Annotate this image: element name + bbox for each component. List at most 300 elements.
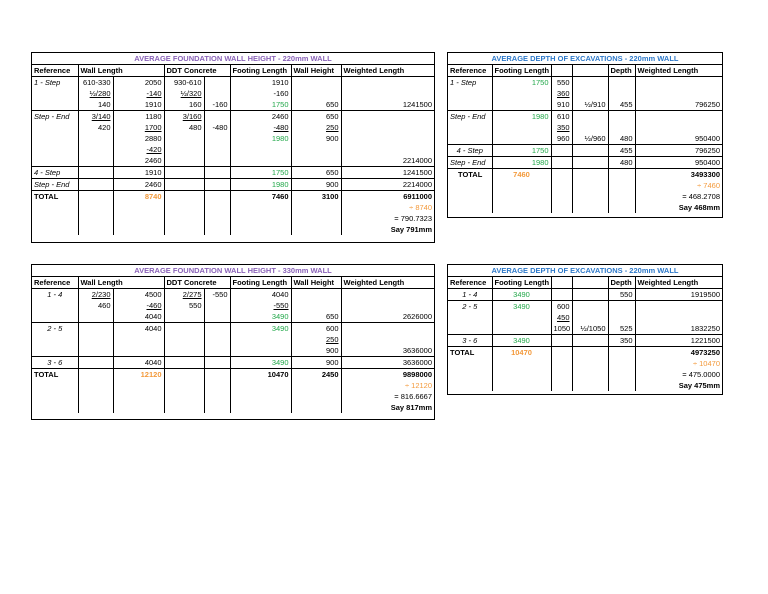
cell: 3636000	[341, 345, 434, 357]
cell	[204, 167, 230, 179]
cell	[204, 334, 230, 345]
cell	[608, 180, 635, 191]
table-row	[32, 99, 434, 111]
cell: 610-330	[78, 77, 113, 89]
cell: 1980	[492, 111, 551, 123]
cell	[551, 380, 572, 391]
col-header: Footing Length	[230, 65, 291, 77]
cell: 3490	[230, 357, 291, 369]
table-row	[448, 180, 722, 191]
cell	[204, 380, 230, 391]
cell: 4040	[113, 357, 164, 369]
cell	[291, 144, 341, 155]
excavation-depth-220-sheet	[447, 52, 723, 218]
cell	[608, 202, 635, 213]
cell	[204, 402, 230, 413]
col-header: Wall Length	[78, 65, 164, 77]
cell: 1910	[230, 77, 291, 89]
cell: ½/960	[572, 133, 608, 145]
cell	[78, 133, 113, 144]
cell: 4 - Step	[32, 167, 78, 179]
cell: 4973250	[635, 347, 722, 359]
cell	[32, 345, 78, 357]
col-header: Depth	[608, 65, 635, 77]
cell: 600	[551, 301, 572, 313]
cell: ÷ 7460	[635, 180, 722, 191]
cell: 1980	[492, 157, 551, 169]
cell	[291, 155, 341, 167]
cell	[113, 224, 164, 235]
cell	[32, 402, 78, 413]
table-row	[32, 179, 434, 191]
cell	[113, 345, 164, 357]
cell	[164, 144, 204, 155]
cell: 550	[551, 77, 572, 89]
cell	[608, 312, 635, 323]
cell: 2450	[291, 369, 341, 381]
cell: 525	[608, 323, 635, 335]
cell: 1 - 4	[47, 290, 63, 299]
table-row	[448, 380, 722, 391]
cell	[204, 191, 230, 203]
cell	[204, 111, 230, 123]
cell	[204, 357, 230, 369]
cell	[551, 145, 572, 157]
table-row	[32, 402, 434, 413]
cell	[492, 88, 551, 99]
cell: 1910	[113, 167, 164, 179]
cell	[164, 323, 204, 335]
cell	[32, 122, 78, 133]
table-row	[32, 289, 434, 301]
cell	[291, 300, 341, 311]
cell: 550	[608, 289, 635, 301]
table-row	[448, 157, 722, 169]
cell: ½/910	[572, 99, 608, 111]
cell: 250	[291, 334, 341, 345]
cell: 3490	[492, 335, 551, 347]
table-row	[32, 357, 434, 369]
cell: 2/275	[164, 289, 204, 301]
table-row	[32, 323, 434, 335]
cell: -460	[113, 300, 164, 311]
cell	[572, 122, 608, 133]
wall-height-220-sheet	[31, 52, 435, 243]
table-row	[32, 167, 434, 179]
cell	[204, 224, 230, 235]
cell	[32, 213, 78, 224]
cell: -160	[230, 88, 291, 99]
cell: 3490	[230, 323, 291, 335]
cell	[204, 311, 230, 323]
col-header: Weighted Length	[635, 65, 722, 77]
cell	[291, 391, 341, 402]
cell	[204, 213, 230, 224]
col-header: Footing Length	[492, 65, 551, 77]
cell: 1750	[492, 145, 551, 157]
cell	[164, 357, 204, 369]
cell	[341, 122, 434, 133]
cell	[608, 111, 635, 123]
cell: 480	[164, 122, 204, 133]
cell	[164, 380, 204, 391]
cell: 3490	[492, 301, 551, 313]
table-row	[448, 99, 722, 111]
col-header: Reference	[32, 277, 78, 289]
col-header: DDT Concrete	[164, 277, 230, 289]
cell: 420	[78, 122, 113, 133]
table-row	[448, 88, 722, 99]
cell: ÷ 8740	[341, 202, 434, 213]
col-header: DDT Concrete	[164, 65, 230, 77]
cell: -480	[204, 122, 230, 133]
cell	[204, 300, 230, 311]
cell: Say 475mm	[635, 380, 722, 391]
table-title: AVERAGE FOUNDATION WALL HEIGHT - 330mm WALL	[32, 265, 434, 277]
cell: 1980	[230, 133, 291, 144]
col-header: Wall Length	[78, 277, 164, 289]
cell: ½/1050	[572, 323, 608, 335]
cell	[448, 99, 492, 111]
cell	[78, 191, 113, 203]
cell: 10470	[230, 369, 291, 381]
cell	[551, 335, 572, 347]
cell	[164, 224, 204, 235]
cell	[572, 369, 608, 380]
cell	[341, 88, 434, 99]
table-row	[32, 380, 434, 391]
cell: 3490	[492, 289, 551, 301]
table-row	[448, 289, 722, 301]
cell	[551, 191, 572, 202]
cell: ½/280	[78, 88, 113, 99]
cell	[78, 369, 113, 381]
col-header: Reference	[448, 277, 492, 289]
table-row	[448, 122, 722, 133]
cell	[164, 202, 204, 213]
cell	[572, 347, 608, 359]
cell	[635, 122, 722, 133]
cell: 930-610	[164, 77, 204, 89]
cell	[492, 380, 551, 391]
cell	[551, 180, 572, 191]
cell: 350	[608, 335, 635, 347]
cell: 1750	[230, 99, 291, 111]
cell	[291, 202, 341, 213]
table-row	[32, 88, 434, 99]
cell	[492, 133, 551, 145]
cell	[204, 323, 230, 335]
cell: 796250	[635, 99, 722, 111]
cell: TOTAL	[32, 191, 78, 203]
cell	[164, 391, 204, 402]
cell	[635, 301, 722, 313]
cell: 1 - Step	[34, 78, 61, 87]
cell: 2214000	[341, 179, 434, 191]
cell	[164, 167, 204, 179]
cell	[78, 357, 113, 369]
cell	[32, 88, 78, 99]
cell	[164, 369, 204, 381]
cell	[78, 202, 113, 213]
cell: 1919500	[635, 289, 722, 301]
cell: 910	[551, 99, 572, 111]
cell	[492, 369, 551, 380]
table-row	[448, 358, 722, 369]
excavation-depth-220b-sheet	[447, 264, 723, 395]
cell	[113, 334, 164, 345]
cell: = 475.0000	[635, 369, 722, 380]
cell	[492, 202, 551, 213]
cell: 8740	[113, 191, 164, 203]
cell	[204, 77, 230, 89]
cell	[32, 144, 78, 155]
cell	[32, 300, 78, 311]
cell	[230, 144, 291, 155]
cell: 1 - 4	[462, 290, 478, 299]
cell	[492, 358, 551, 369]
cell: -550	[204, 289, 230, 301]
cell	[608, 380, 635, 391]
cell: 3490	[230, 311, 291, 323]
cell	[204, 369, 230, 381]
cell	[230, 224, 291, 235]
cell: = 816.6667	[341, 391, 434, 402]
cell: 3 - 6	[448, 335, 492, 347]
col-header: Footing Length	[492, 277, 551, 289]
table-row	[32, 144, 434, 155]
cell	[551, 358, 572, 369]
wall-height-220-table	[32, 53, 434, 235]
cell	[164, 402, 204, 413]
cell: -420	[113, 144, 164, 155]
wall-height-330-table	[32, 265, 434, 413]
cell	[230, 391, 291, 402]
cell: -160	[204, 99, 230, 111]
col-header	[551, 65, 572, 77]
col-header: Weighted Length	[635, 277, 722, 289]
col-header: Weighted Length	[341, 277, 434, 289]
cell: 650	[291, 111, 341, 123]
cell: 3/140	[78, 111, 113, 123]
cell	[635, 312, 722, 323]
cell	[572, 145, 608, 157]
table-row	[448, 77, 722, 89]
cell	[32, 224, 78, 235]
cell	[164, 213, 204, 224]
cell	[291, 224, 341, 235]
cell	[608, 122, 635, 133]
cell	[492, 323, 551, 335]
cell	[608, 358, 635, 369]
cell: 1980	[230, 179, 291, 191]
cell: = 468.2708	[635, 191, 722, 202]
table-row	[32, 77, 434, 89]
cell: 3 - 6	[32, 357, 78, 369]
cell: Say 468mm	[635, 202, 722, 213]
col-header: Reference	[32, 65, 78, 77]
cell: 4040	[230, 289, 291, 301]
cell	[204, 391, 230, 402]
cell	[230, 213, 291, 224]
cell: 1832250	[635, 323, 722, 335]
cell	[113, 402, 164, 413]
cell: TOTAL	[32, 369, 78, 381]
col-header: Depth	[608, 277, 635, 289]
cell	[164, 345, 204, 357]
cell	[113, 202, 164, 213]
cell	[113, 213, 164, 224]
cell	[164, 155, 204, 167]
cell: 900	[291, 345, 341, 357]
cell	[448, 312, 492, 323]
table-title: AVERAGE DEPTH OF EXCAVATIONS - 220mm WALL	[448, 265, 722, 277]
cell	[635, 77, 722, 89]
cell: Say 817mm	[341, 402, 434, 413]
cell	[448, 323, 492, 335]
cell	[572, 88, 608, 99]
cell	[32, 202, 78, 213]
table-row	[448, 369, 722, 380]
cell	[78, 380, 113, 391]
cell	[32, 380, 78, 391]
cell	[572, 157, 608, 169]
cell: 900	[291, 179, 341, 191]
cell: 1910	[113, 99, 164, 111]
cell: 2880	[113, 133, 164, 144]
cell	[448, 122, 492, 133]
cell	[204, 345, 230, 357]
cell: 3100	[291, 191, 341, 203]
cell	[572, 358, 608, 369]
cell	[204, 202, 230, 213]
cell: 950400	[635, 157, 722, 169]
cell	[78, 144, 113, 155]
cell	[230, 402, 291, 413]
cell	[164, 133, 204, 144]
cell	[635, 111, 722, 123]
col-header	[551, 277, 572, 289]
cell	[78, 179, 113, 191]
cell: 2/230	[78, 289, 113, 301]
cell: 1750	[492, 77, 551, 89]
table-row	[448, 335, 722, 347]
table-row	[448, 202, 722, 213]
cell: 900	[291, 133, 341, 144]
cell	[32, 133, 78, 144]
cell	[164, 191, 204, 203]
col-header	[572, 277, 608, 289]
table-row	[448, 191, 722, 202]
table-row	[32, 300, 434, 311]
cell: TOTAL	[448, 169, 492, 181]
cell	[551, 369, 572, 380]
cell: -480	[230, 122, 291, 133]
cell	[32, 391, 78, 402]
table-title: AVERAGE FOUNDATION WALL HEIGHT - 220mm WALL	[32, 53, 434, 65]
cell	[551, 169, 572, 181]
cell: 2050	[113, 77, 164, 89]
cell: 550	[164, 300, 204, 311]
cell: 12120	[113, 369, 164, 381]
excavation-depth-220-table	[448, 53, 722, 213]
cell	[78, 334, 113, 345]
cell	[551, 347, 572, 359]
excavation-depth-220b-table	[448, 265, 722, 391]
cell: 4500	[113, 289, 164, 301]
cell	[608, 347, 635, 359]
cell: Say 791mm	[341, 224, 434, 235]
cell	[341, 111, 434, 123]
cell: 7460	[492, 169, 551, 181]
cell	[32, 155, 78, 167]
cell	[448, 369, 492, 380]
cell	[230, 202, 291, 213]
cell	[608, 191, 635, 202]
cell: 2460	[230, 111, 291, 123]
cell	[448, 380, 492, 391]
cell: 455	[608, 145, 635, 157]
cell: 3/160	[164, 111, 204, 123]
cell	[341, 300, 434, 311]
table-row	[32, 122, 434, 133]
cell: ½/320	[164, 88, 204, 99]
cell	[78, 155, 113, 167]
cell	[551, 157, 572, 169]
cell	[572, 111, 608, 123]
cell	[78, 391, 113, 402]
table-row	[32, 334, 434, 345]
cell	[608, 301, 635, 313]
cell: -140	[113, 88, 164, 99]
cell	[204, 144, 230, 155]
cell	[572, 77, 608, 89]
table-row	[448, 312, 722, 323]
cell	[291, 380, 341, 391]
cell: Step - End	[32, 111, 78, 123]
cell	[113, 391, 164, 402]
cell: 480	[608, 133, 635, 145]
cell: Step - End	[32, 179, 78, 191]
cell	[572, 289, 608, 301]
cell: 2 - 5	[448, 301, 492, 313]
cell: 140	[78, 99, 113, 111]
table-row	[32, 111, 434, 123]
cell	[551, 289, 572, 301]
cell	[78, 402, 113, 413]
cell	[608, 369, 635, 380]
total-row	[32, 369, 434, 381]
cell	[608, 88, 635, 99]
cell: 2 - 5	[32, 323, 78, 335]
cell	[492, 191, 551, 202]
cell	[341, 289, 434, 301]
cell	[230, 380, 291, 391]
cell: 650	[291, 167, 341, 179]
cell: -550	[230, 300, 291, 311]
cell	[164, 311, 204, 323]
cell	[164, 179, 204, 191]
total-row	[32, 191, 434, 203]
col-header: Reference	[448, 65, 492, 77]
cell	[572, 301, 608, 313]
cell: 10470	[492, 347, 551, 359]
cell: TOTAL	[448, 347, 492, 359]
cell	[448, 191, 492, 202]
cell	[341, 133, 434, 144]
cell: 2626000	[341, 311, 434, 323]
table-row	[448, 111, 722, 123]
